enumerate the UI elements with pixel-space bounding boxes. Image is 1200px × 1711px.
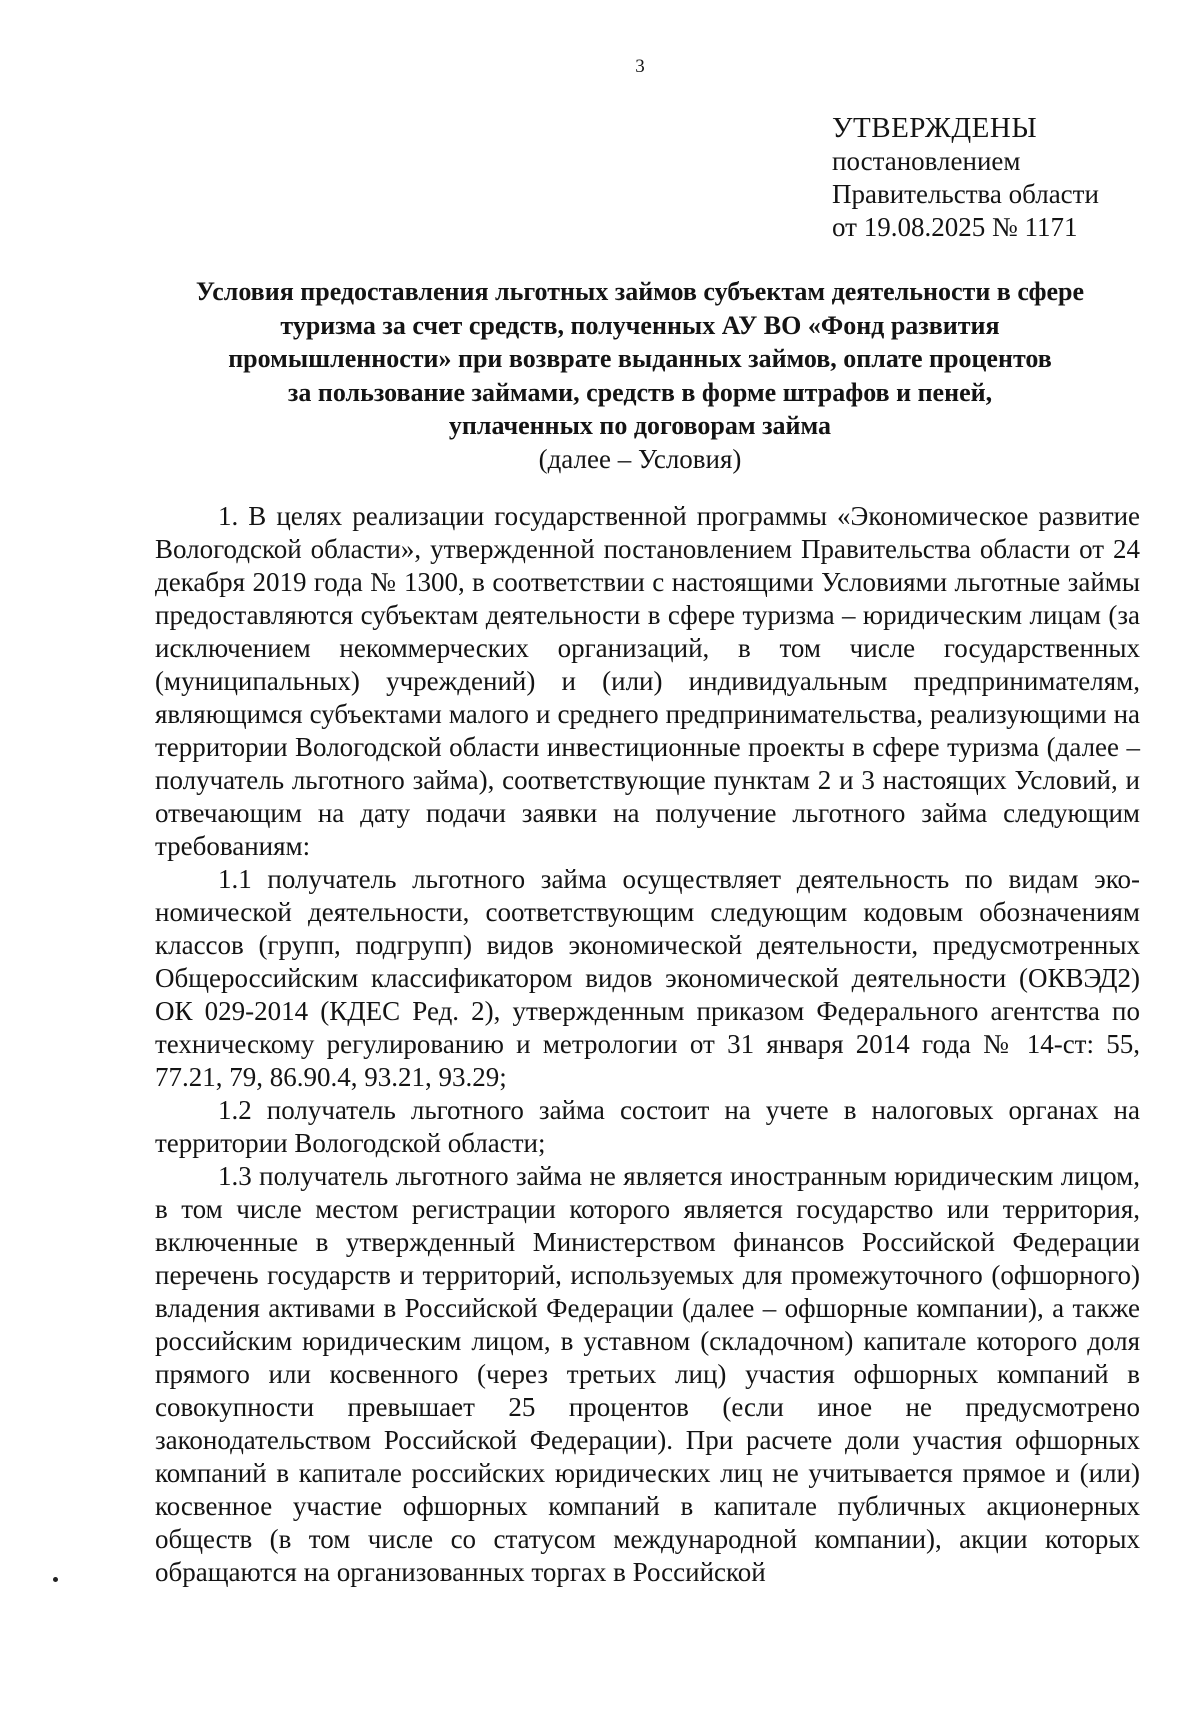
approval-line: от 19.08.2025 № 1171 (832, 212, 1078, 242)
scan-artifact-dot (53, 1577, 58, 1582)
approval-stamp (832, 112, 1099, 244)
paragraph: 1.1 получатель льготного займа осуществляет деятельность по видам экономической деятельности, соответствующим следующим кодовым обозначениям классов (групп, подгрупп) видов экономической деятельности, предусмотренных Общероссийским классификатором видов экономической деятельности (ОКВЭД2) ОК 029-2014 (КДЕС Ред. 2), утвержденным приказом Федерального агентства по техническому регулированию и метрологии от 31 января 2014 года № 14-ст: 55, 77.21, 79, 86.90.4, 93.21, 93.29; (155, 864, 1140, 1092)
title-line: туризма за счет средств, полученных АУ ВО «Фонд развития (280, 310, 1000, 340)
approval-line: постановлением (832, 146, 1021, 176)
title-line: уплаченных по договорам займа (448, 411, 832, 440)
paragraph: 1.2 получатель льготного займа состоит на учете в налоговых органах на территории Вологодской области; (155, 1095, 1140, 1158)
paragraph: 1. В целях реализации государственной программы «Экономическое развитие Вологодской области», утвержденной постановлением Правительства области от 24 декабря 2019 года № 1300, в соответствии с настоящими Условиями льготные займы предоставляются субъектам деятельности в сфере туризма – юридическим лицам (за исключением некоммерческих организаций, в том числе государственных (муниципальных) учреждений) и (или) индивидуальным предпринимателям, являющимся субъектами малого и среднего предпринимательства, реализующими на территории Вологодской области инвестиционные проекты в сфере туризма (далее – получатель льготного займа), соответствующие пунктам 2 и 3 настоящих Условий, и отвечающим на дату подачи заявки на получение льготного займа следующим требованиям: (155, 501, 1140, 861)
page-number: 3 (635, 56, 645, 77)
approval-line: Правительства области (832, 179, 1099, 209)
paragraph: 1.3 получатель льготного займа не является иностранным юридическим лицом, в том числе местом регистрации которого является государство или территория, включенные в утвержденный Министерством финансов Российской Федерации перечень государств и территорий, используемых для промежуточного (офшорного) владения активами в Российской Федерации (далее – офшорные компании), а также российским юридическим лицом, в уставном (складочном) капитале которого доля прямого или косвенного (через третьих лиц) участия офшорных компаний в совокупности превышает 25 процентов (если иное не предусмотрено законодательством Российской Федерации). При расчете доли участия офшорных компаний в капитале российских юридических лиц не учитывается прямое и (или) косвенное участие офшорных компаний в капитале публичных акционерных обществ (в том числе со статусом международной компании), акции которых обращаются на организованных торгах в Российской (155, 1161, 1140, 1587)
title-line: Условия предоставления льготных займов субъектам деятельности в сфере (195, 277, 1085, 306)
document-body (155, 500, 1140, 1589)
title-line: промышленности» при возврате выданных займов, оплате процентов (228, 344, 1052, 373)
title-note: (далее – Условия) (538, 444, 742, 474)
approval-heading: УТВЕРЖДЕНЫ (832, 112, 1038, 144)
document-title (140, 275, 1140, 443)
title-line: за пользование займами, средств в форме штрафов и пеней, (287, 377, 993, 407)
